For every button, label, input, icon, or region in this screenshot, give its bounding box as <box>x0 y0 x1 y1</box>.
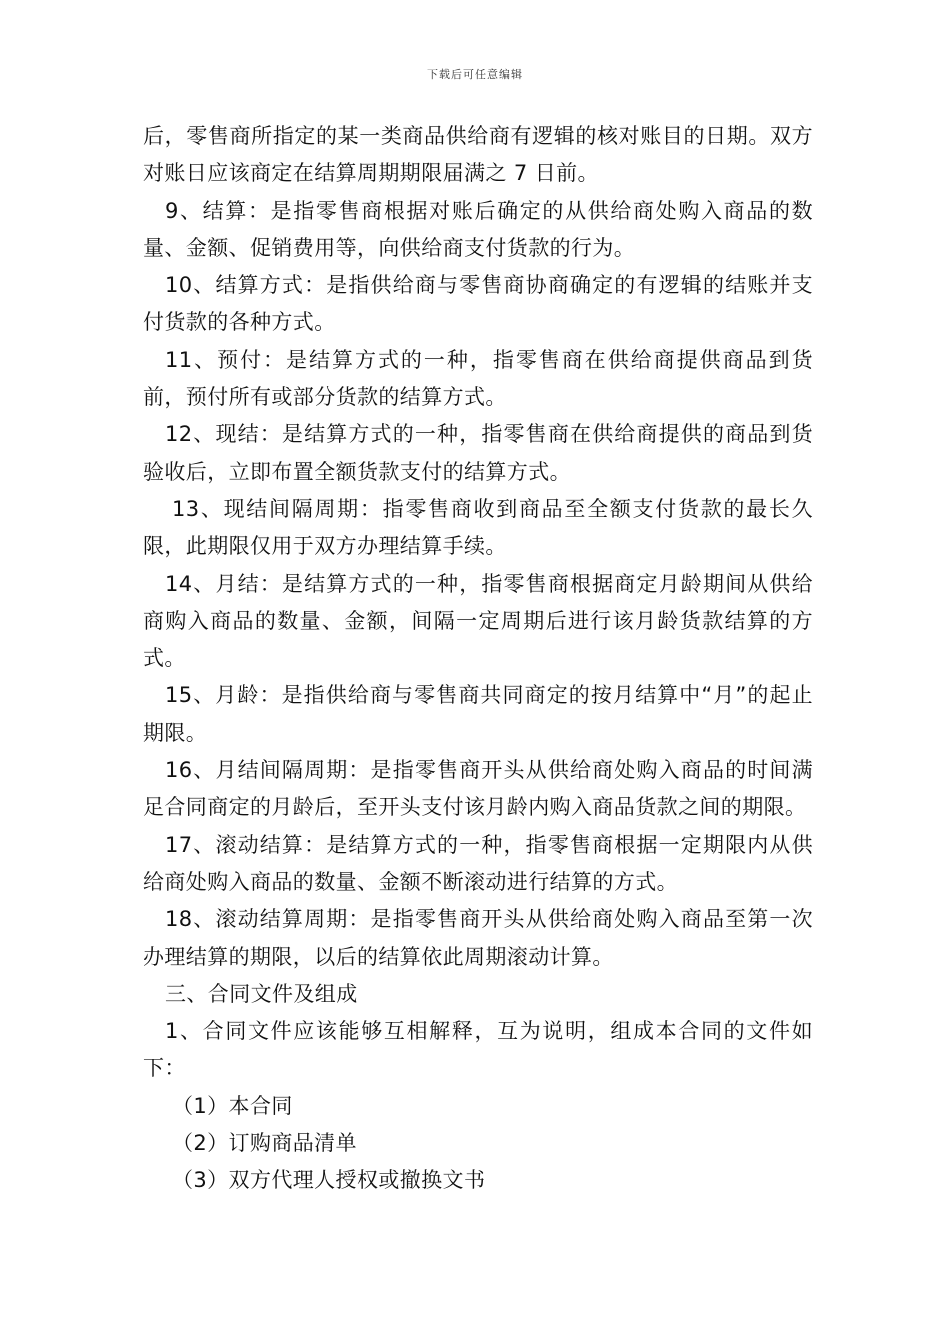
section-heading-contract-documents: 三、合同文件及组成 <box>165 981 358 1006</box>
paragraph-cash-interval: 13、现结间隔周期：指零售商收到商品至全额支付货款的最长久限，此期限仅用于双方办理结算手续。 <box>143 496 813 559</box>
list-item: （3）双方代理人授权或撤换文书 <box>172 1168 486 1193</box>
paragraph-contract-documents: 1、合同文件应该能够互相解释，互为说明，组成本合同的文件如下： <box>143 1019 813 1081</box>
list-item: （2）订购商品清单 <box>172 1131 357 1156</box>
paragraph-account-date: 后，零售商所指定的某一类商品供给商有逻辑的核对账目的日期。双方对账日应该商定在结算周期期限届满之 7 日前。 <box>143 124 813 186</box>
paragraph-rolling-period: 18、滚动结算周期：是指零售商开头从供给商处购入商品至第一次办理结算的期限，以后的结算依此周期滚动计算。 <box>143 907 813 969</box>
paragraph-monthly-settlement: 14、月结：是结算方式的一种，指零售商根据商定月龄期间从供给商购入商品的数量、金额，间隔一定周期后进行该月龄货款结算的方式。 <box>143 571 813 671</box>
paragraph-month-age: 15、月龄：是指供给商与零售商共同商定的按月结算中“月”的起止期限。 <box>143 683 813 745</box>
paragraph-rolling-settlement: 17、滚动结算：是结算方式的一种，指零售商根据一定期限内从供给商处购入商品的数量、金额不断滚动进行结算的方式。 <box>143 832 813 894</box>
document-body <box>143 118 813 1200</box>
page-header: 下载后可任意编辑 <box>427 68 523 81</box>
list-item: （1）本合同 <box>172 1093 293 1118</box>
paragraph-settlement-method: 10、结算方式：是指供给商与零售商协商确定的有逻辑的结账并支付货款的各种方式。 <box>143 273 813 335</box>
paragraph-monthly-interval: 16、月结间隔周期：是指零售商开头从供给商处购入商品的时间满足合同商定的月龄后，至开头支付该月龄内购入商品货款之间的期限。 <box>143 758 813 820</box>
paragraph-cash-settlement: 12、现结：是结算方式的一种，指零售商在供给商提供的商品到货验收后，立即布置全额货款支付的结算方式。 <box>143 422 813 484</box>
paragraph-settlement: 9、结算：是指零售商根据对账后确定的从供给商处购入商品的数量、金额、促销费用等，向供给商支付货款的行为。 <box>143 198 813 260</box>
paragraph-prepayment: 11、预付：是结算方式的一种，指零售商在供给商提供商品到货前，预付所有或部分货款的结算方式。 <box>143 347 813 410</box>
